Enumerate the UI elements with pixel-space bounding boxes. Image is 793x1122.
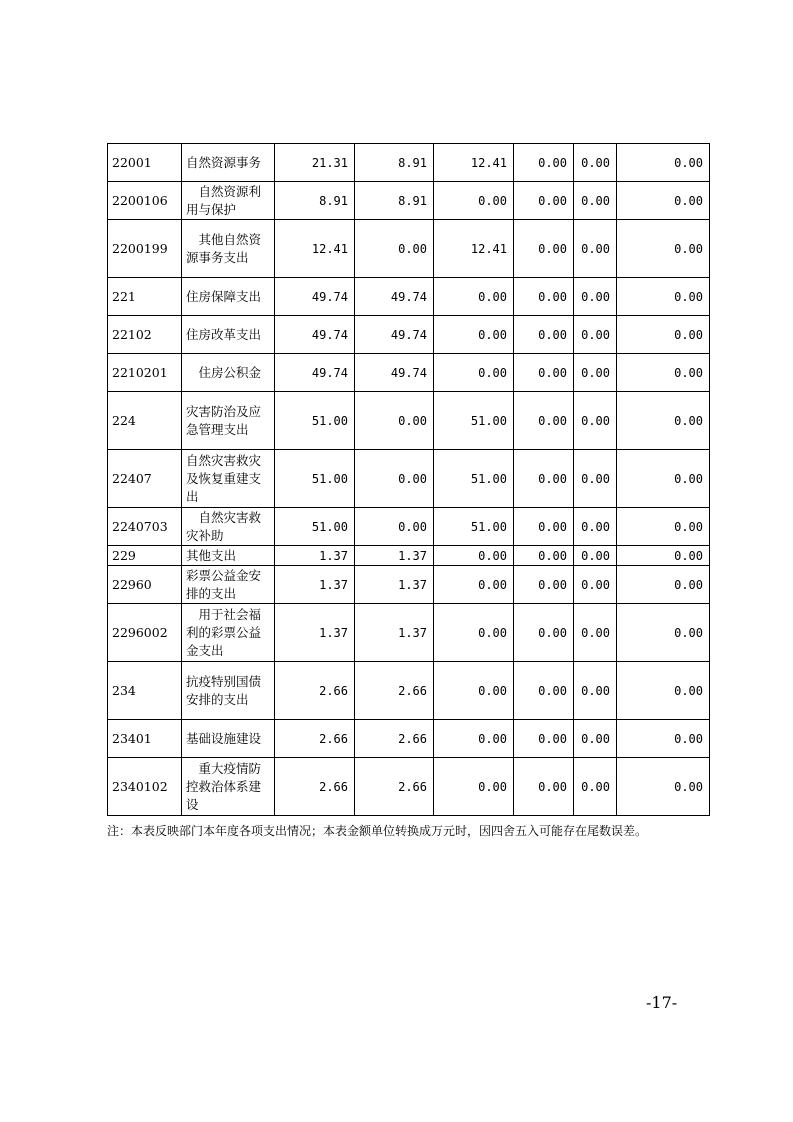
- cell-col6: 0.00: [617, 220, 710, 278]
- cell-col6: 0.00: [617, 508, 710, 546]
- cell-code: 2200199: [108, 220, 182, 278]
- table-row: [108, 508, 710, 546]
- cell-name: 用于社会福利的彩票公益金支出: [182, 604, 275, 662]
- cell-basic: 0.00: [355, 508, 434, 546]
- cell-code: 2200106: [108, 182, 182, 220]
- cell-name: 自然资源利用与保护: [182, 182, 275, 220]
- cell-col5: 0.00: [574, 508, 617, 546]
- cell-col6: 0.00: [617, 354, 710, 392]
- cell-total: 1.37: [275, 546, 355, 566]
- cell-col6: 0.00: [617, 144, 710, 182]
- cell-total: 49.74: [275, 278, 355, 316]
- cell-col5: 0.00: [574, 182, 617, 220]
- cell-basic: 0.00: [355, 450, 434, 508]
- cell-name: 住房公积金: [182, 354, 275, 392]
- cell-project: 0.00: [434, 278, 514, 316]
- table-row: [108, 546, 710, 566]
- cell-col5: 0.00: [574, 662, 617, 720]
- cell-total: 49.74: [275, 316, 355, 354]
- cell-col5: 0.00: [574, 450, 617, 508]
- cell-basic: 49.74: [355, 316, 434, 354]
- cell-basic: 0.00: [355, 392, 434, 450]
- cell-total: 12.41: [275, 220, 355, 278]
- cell-col6: 0.00: [617, 546, 710, 566]
- cell-col4: 0.00: [514, 144, 574, 182]
- cell-col6: 0.00: [617, 758, 710, 816]
- cell-col4: 0.00: [514, 182, 574, 220]
- cell-basic: 0.00: [355, 220, 434, 278]
- cell-name: 其他支出: [182, 546, 275, 566]
- cell-col4: 0.00: [514, 720, 574, 758]
- cell-col4: 0.00: [514, 392, 574, 450]
- table-row: [108, 316, 710, 354]
- cell-project: 0.00: [434, 720, 514, 758]
- cell-project: 51.00: [434, 508, 514, 546]
- table-footnote: 注：本表反映部门本年度各项支出情况；本表金额单位转换成万元时，因四舍五入可能存在尾数误差。: [107, 824, 648, 838]
- cell-name: 住房保障支出: [182, 278, 275, 316]
- cell-code: 22001: [108, 144, 182, 182]
- cell-basic: 8.91: [355, 182, 434, 220]
- cell-project: 51.00: [434, 392, 514, 450]
- cell-project: 0.00: [434, 758, 514, 816]
- cell-col4: 0.00: [514, 758, 574, 816]
- table-row: [108, 566, 710, 604]
- table-row: [108, 604, 710, 662]
- cell-project: 0.00: [434, 662, 514, 720]
- cell-basic: 1.37: [355, 546, 434, 566]
- cell-name: 重大疫情防控救治体系建设: [182, 758, 275, 816]
- cell-project: 12.41: [434, 220, 514, 278]
- cell-col5: 0.00: [574, 220, 617, 278]
- cell-col6: 0.00: [617, 662, 710, 720]
- cell-col5: 0.00: [574, 604, 617, 662]
- cell-basic: 1.37: [355, 566, 434, 604]
- table-row: [108, 354, 710, 392]
- cell-col5: 0.00: [574, 758, 617, 816]
- cell-basic: 8.91: [355, 144, 434, 182]
- table-row: [108, 662, 710, 720]
- cell-col5: 0.00: [574, 546, 617, 566]
- cell-col4: 0.00: [514, 546, 574, 566]
- cell-col6: 0.00: [617, 720, 710, 758]
- cell-project: 0.00: [434, 354, 514, 392]
- cell-code: 22407: [108, 450, 182, 508]
- cell-name: 抗疫特别国债安排的支出: [182, 662, 275, 720]
- cell-project: 0.00: [434, 316, 514, 354]
- cell-total: 51.00: [275, 392, 355, 450]
- cell-basic: 2.66: [355, 720, 434, 758]
- cell-col6: 0.00: [617, 566, 710, 604]
- cell-code: 229: [108, 546, 182, 566]
- cell-total: 2.66: [275, 662, 355, 720]
- cell-total: 2.66: [275, 758, 355, 816]
- cell-code: 234: [108, 662, 182, 720]
- page-number: -17-: [646, 993, 678, 1012]
- cell-col5: 0.00: [574, 316, 617, 354]
- table-row: [108, 144, 710, 182]
- cell-col4: 0.00: [514, 354, 574, 392]
- cell-col5: 0.00: [574, 720, 617, 758]
- cell-col4: 0.00: [514, 450, 574, 508]
- cell-col4: 0.00: [514, 278, 574, 316]
- cell-total: 21.31: [275, 144, 355, 182]
- cell-col5: 0.00: [574, 278, 617, 316]
- cell-total: 2.66: [275, 720, 355, 758]
- cell-name: 自然灾害救灾补助: [182, 508, 275, 546]
- cell-col4: 0.00: [514, 508, 574, 546]
- cell-code: 2240703: [108, 508, 182, 546]
- cell-project: 12.41: [434, 144, 514, 182]
- cell-code: 2210201: [108, 354, 182, 392]
- cell-project: 0.00: [434, 546, 514, 566]
- cell-name: 彩票公益金安排的支出: [182, 566, 275, 604]
- cell-total: 51.00: [275, 450, 355, 508]
- table-row: [108, 392, 710, 450]
- cell-col6: 0.00: [617, 278, 710, 316]
- table-row: [108, 450, 710, 508]
- cell-name: 自然资源事务: [182, 144, 275, 182]
- expenditure-table: [107, 143, 710, 816]
- table-row: [108, 182, 710, 220]
- cell-total: 1.37: [275, 566, 355, 604]
- cell-total: 1.37: [275, 604, 355, 662]
- cell-project: 0.00: [434, 566, 514, 604]
- cell-col5: 0.00: [574, 354, 617, 392]
- cell-total: 49.74: [275, 354, 355, 392]
- table-row: [108, 720, 710, 758]
- cell-code: 221: [108, 278, 182, 316]
- cell-col6: 0.00: [617, 604, 710, 662]
- cell-code: 224: [108, 392, 182, 450]
- cell-col4: 0.00: [514, 220, 574, 278]
- cell-col6: 0.00: [617, 450, 710, 508]
- cell-basic: 49.74: [355, 354, 434, 392]
- cell-name: 住房改革支出: [182, 316, 275, 354]
- cell-project: 0.00: [434, 182, 514, 220]
- cell-name: 灾害防治及应急管理支出: [182, 392, 275, 450]
- table-row: [108, 758, 710, 816]
- cell-col6: 0.00: [617, 182, 710, 220]
- table-row: [108, 220, 710, 278]
- cell-basic: 2.66: [355, 758, 434, 816]
- cell-basic: 1.37: [355, 604, 434, 662]
- cell-basic: 2.66: [355, 662, 434, 720]
- cell-col5: 0.00: [574, 566, 617, 604]
- cell-col6: 0.00: [617, 392, 710, 450]
- cell-col5: 0.00: [574, 144, 617, 182]
- cell-col5: 0.00: [574, 392, 617, 450]
- table-body: [108, 144, 710, 816]
- cell-total: 51.00: [275, 508, 355, 546]
- table-row: [108, 278, 710, 316]
- cell-name: 自然灾害救灾及恢复重建支出: [182, 450, 275, 508]
- cell-code: 2296002: [108, 604, 182, 662]
- cell-col6: 0.00: [617, 316, 710, 354]
- cell-project: 0.00: [434, 604, 514, 662]
- cell-col4: 0.00: [514, 566, 574, 604]
- cell-total: 8.91: [275, 182, 355, 220]
- cell-code: 2340102: [108, 758, 182, 816]
- cell-col4: 0.00: [514, 604, 574, 662]
- cell-code: 22102: [108, 316, 182, 354]
- cell-basic: 49.74: [355, 278, 434, 316]
- cell-col4: 0.00: [514, 316, 574, 354]
- cell-code: 23401: [108, 720, 182, 758]
- cell-name: 其他自然资源事务支出: [182, 220, 275, 278]
- cell-project: 51.00: [434, 450, 514, 508]
- cell-name: 基础设施建设: [182, 720, 275, 758]
- cell-code: 22960: [108, 566, 182, 604]
- cell-col4: 0.00: [514, 662, 574, 720]
